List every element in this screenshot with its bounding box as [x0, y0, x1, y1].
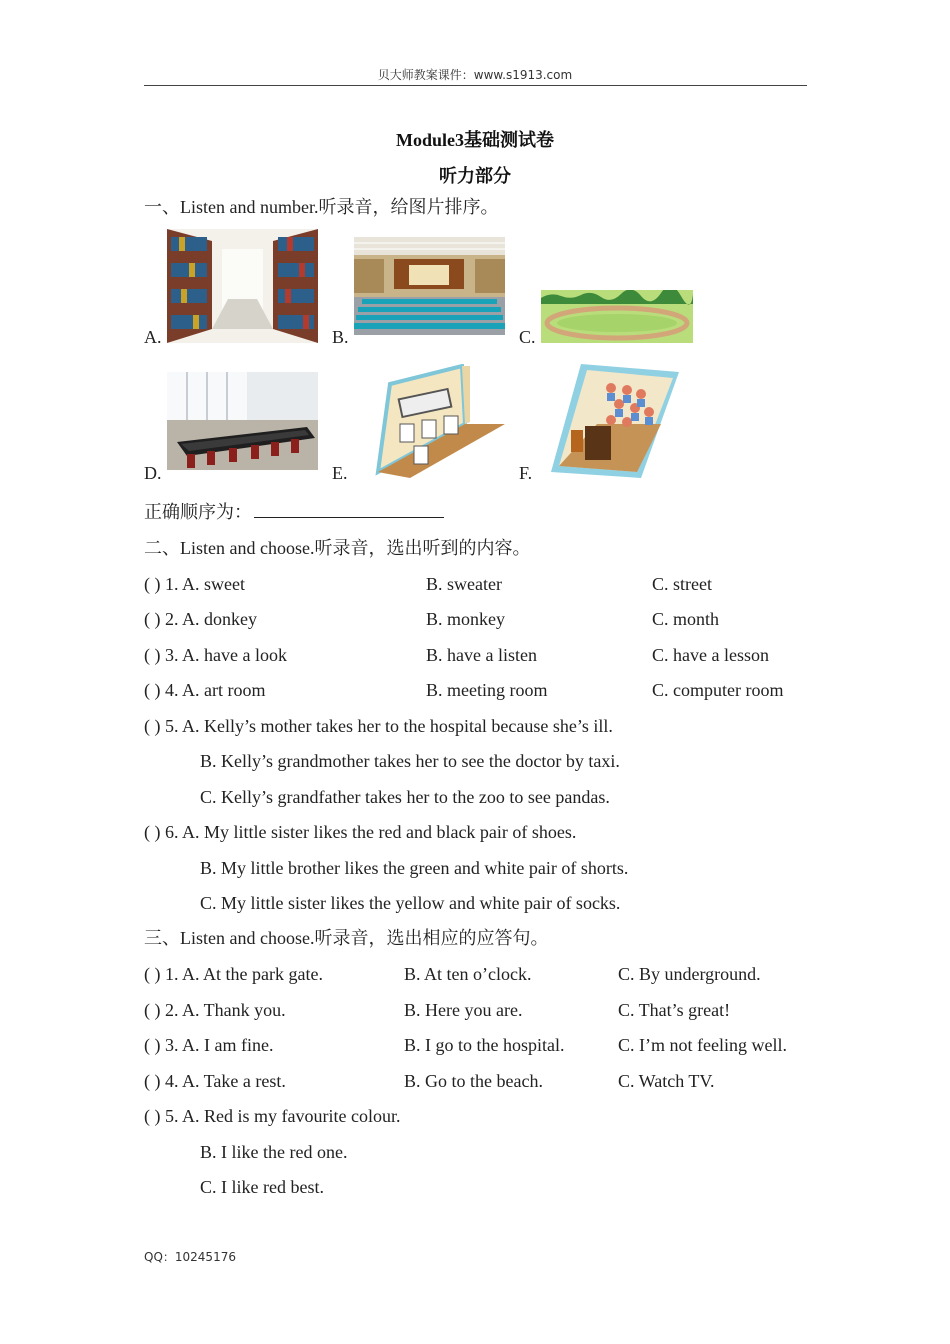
part1-heading: 一、Listen and number.听录音，给图片排序。	[144, 197, 499, 217]
header-rule	[144, 85, 807, 86]
p3-q1-option-c: C. By underground.	[618, 964, 761, 984]
p3-q1-option-a: ( ) 1. A. At the park gate.	[144, 964, 323, 984]
p3-q1-option-b: B. At ten o’clock.	[404, 964, 532, 984]
p2-q6-option-b: B. My little brother likes the green and white pair of shorts.	[200, 858, 629, 878]
p2-q3-option-c: C. have a lesson	[652, 645, 769, 665]
p2-q3-option-a: ( ) 3. A. have a look	[144, 645, 287, 665]
p3-q3-option-a: ( ) 3. A. I am fine.	[144, 1035, 274, 1055]
p2-q6-option-c: C. My little sister likes the yellow and white pair of socks.	[200, 893, 621, 913]
p2-q5-option-a: ( ) 5. A. Kelly’s mother takes her to the hospital because she’s ill.	[144, 716, 613, 736]
p2-q5-option-b: B. Kelly’s grandmother takes her to see the doctor by taxi.	[200, 751, 620, 771]
p2-q1-option-a: ( ) 1. A. sweet	[144, 574, 245, 594]
p2-q1-option-c: C. street	[652, 574, 712, 594]
answer-order-line	[144, 501, 444, 523]
p2-q2-option-b: B. monkey	[426, 609, 505, 629]
p2-q4-option-a: ( ) 4. A. art room	[144, 680, 266, 700]
page-subtitle: 听力部分	[439, 166, 511, 186]
picture-f-music-room	[541, 364, 679, 478]
p3-q4-option-b: B. Go to the beach.	[404, 1071, 543, 1091]
p2-q2-option-c: C. month	[652, 609, 720, 629]
p3-q5-option-c: C. I like red best.	[200, 1177, 324, 1197]
answer-order-label: 正确顺序为：	[144, 502, 252, 522]
p2-q3-option-b: B. have a listen	[426, 645, 537, 665]
p3-q3-option-b: B. I go to the hospital.	[404, 1035, 565, 1055]
picture-label-a: A.	[144, 327, 162, 347]
page-title: Module3基础测试卷	[395, 130, 554, 150]
picture-label-e: E.	[332, 463, 348, 483]
picture-label-f: F.	[519, 463, 533, 483]
p3-q2-option-a: ( ) 2. A. Thank you.	[144, 1000, 286, 1020]
p2-q1-option-b: B. sweater	[426, 574, 502, 594]
p3-q4-option-a: ( ) 4. A. Take a rest.	[144, 1071, 286, 1091]
picture-c-running-track	[541, 290, 693, 343]
picture-label-c: C.	[519, 327, 536, 347]
p3-q2-option-b: B. Here you are.	[404, 1000, 523, 1020]
picture-a-library	[167, 229, 318, 343]
p3-q4-option-c: C. Watch TV.	[618, 1071, 715, 1091]
p3-q5-option-b: B. I like the red one.	[200, 1142, 348, 1162]
part3-heading: 三、Listen and choose.听录音，选出相应的应答句。	[144, 928, 549, 948]
page-header: 贝大师教案课件：www.s1913.com	[377, 68, 573, 82]
p2-q2-option-a: ( ) 2. A. donkey	[144, 609, 257, 629]
page-footer: QQ：10245176	[144, 1250, 236, 1264]
p2-q6-option-a: ( ) 6. A. My little sister likes the red and black pair of shoes.	[144, 822, 577, 842]
answer-order-blank[interactable]	[254, 503, 444, 518]
part2-heading: 二、Listen and choose.听录音，选出听到的内容。	[144, 538, 531, 558]
p2-q5-option-c: C. Kelly’s grandfather takes her to the zoo to see pandas.	[200, 787, 610, 807]
p3-q5-option-a: ( ) 5. A. Red is my favourite colour.	[144, 1106, 401, 1126]
p3-q3-option-c: C. I’m not feeling well.	[618, 1035, 787, 1055]
p3-q2-option-c: C. That’s great!	[618, 1000, 731, 1020]
picture-b-auditorium	[354, 237, 505, 335]
picture-label-d: D.	[144, 463, 162, 483]
p2-q4-option-b: B. meeting room	[426, 680, 548, 700]
p2-q4-option-c: C. computer room	[652, 680, 784, 700]
picture-e-art-room	[370, 364, 505, 478]
picture-d-meeting-room	[167, 372, 318, 470]
picture-label-b: B.	[332, 327, 349, 347]
